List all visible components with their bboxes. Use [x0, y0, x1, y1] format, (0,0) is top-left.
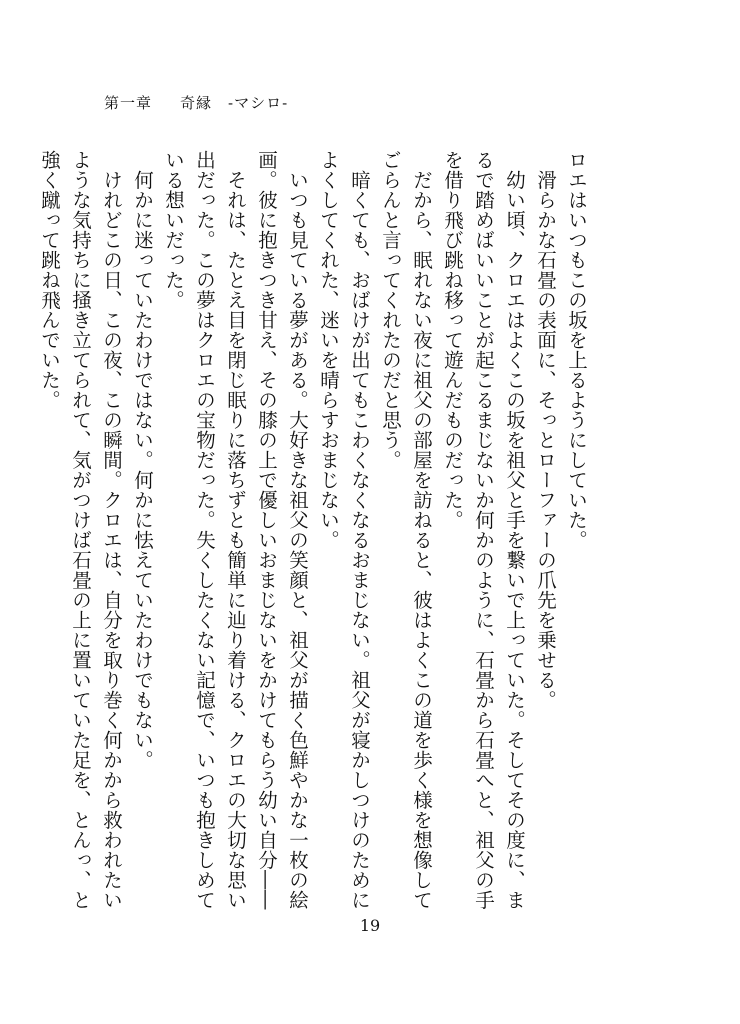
paragraph: 滑らかな石畳の表面に、そっとローファーの爪先を乗せる。 — [534, 150, 557, 710]
paragraph: けれどこの日、この夜、この瞬間。クロエは、自分を取り巻く何かから救われたいような気持ちに掻き立てられて、気がつけば石畳の上に置いていた足を、とんっ、と強く蹴って跳ね飛んでいた。 — [38, 150, 123, 910]
paragraph: だから、眠れない夜に祖父の部屋を訪ねると、彼はよくこの道を歩く様を想像してごらんと言ってくれたのだと思う。 — [379, 150, 433, 910]
running-head — [104, 92, 288, 113]
chapter-label: 第一章 — [104, 94, 153, 112]
body-text — [38, 150, 592, 910]
paragraph: それは、たとえ目を閉じ眠りに落ちずとも簡単に辿り着ける、クロエの大切な思い出だった。この夢はクロエの宝物だった。失くしたくない記憶で、いつも抱きしめている想いだった。 — [162, 150, 247, 910]
chapter-title: 奇縁 -マシロ- — [180, 94, 289, 112]
paragraph: 何かに迷っていたわけではない。何かに怯えていたわけでもない。 — [131, 150, 154, 770]
paragraph: ロエはいつもこの坂を上るようにしていた。 — [565, 150, 588, 550]
page-number: 19 — [359, 916, 381, 935]
paragraph: いつも見ている夢がある。大好きな祖父の笑顔と、祖父が描く色鮮やかな一枚の絵画。彼に抱きつき甘え、その膝の上で優しいおまじないをかけてもらう幼い自分―― — [255, 150, 309, 910]
paragraph: 幼い頃、クロエはよくこの坂を祖父と手を繋いで上っていた。そしてその度に、まるで踏めばいいことが起こるまじないか何かのように、石畳から石畳へと、祖父の手を借り飛び跳ね移って遊んだものだった。 — [441, 150, 526, 910]
paragraph: 暗くても、おばけが出てもこわくなくなるおまじない。祖父が寝かしつけのためによくしてくれた、迷いを晴らすおまじない。 — [317, 150, 371, 910]
